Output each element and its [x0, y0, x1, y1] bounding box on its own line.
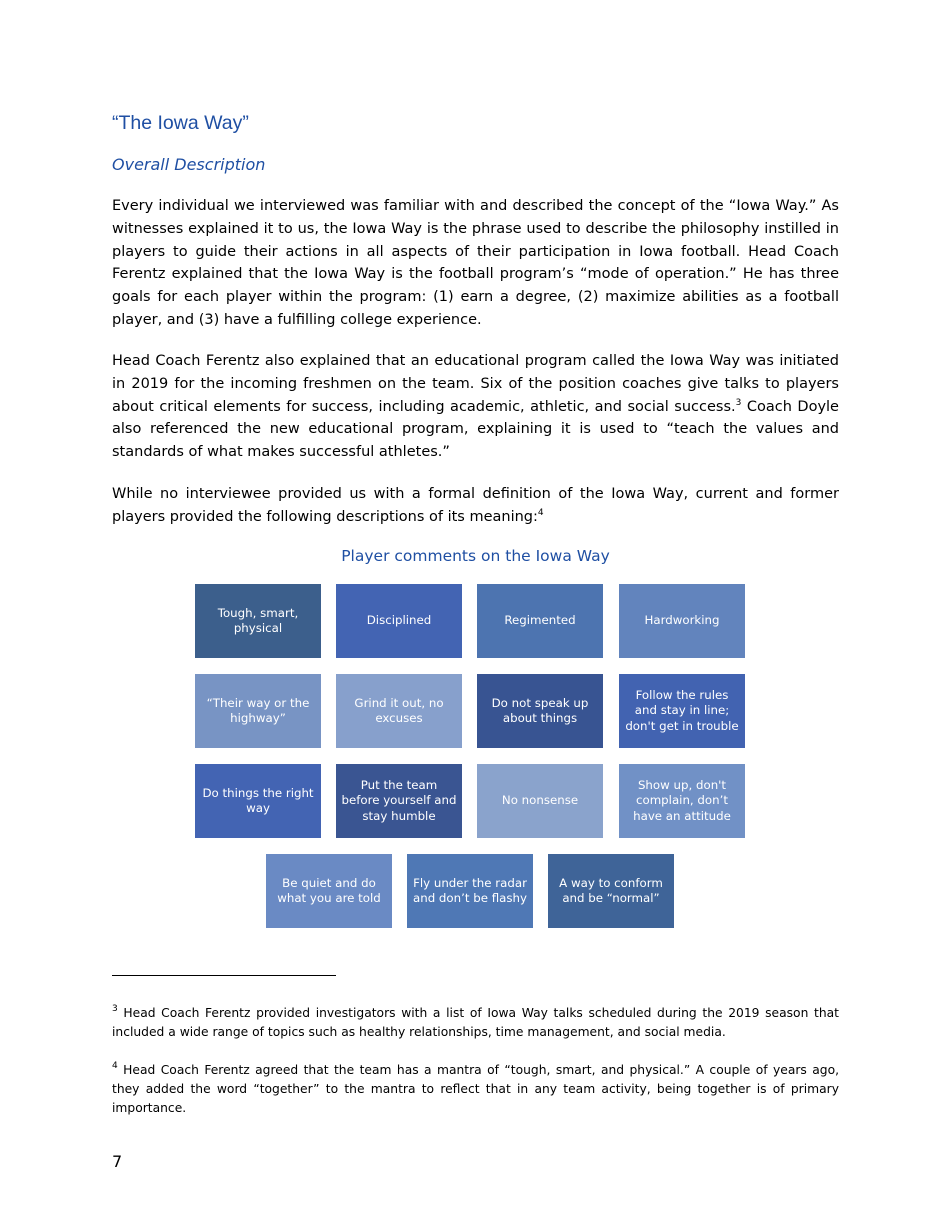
paragraph-1-text: Every individual we interviewed was familiar with and described the concept of the “Iowa Way.” As witnesses explained it to us, the Iowa Way is the phrase used to describe the philosophy instilled in players to guide their actions in all aspects of their participation in Iowa football. Head Coach Ferentz explained that the Iowa Way is the football program’s “mode of operation.” He has three goals for each player within the program: (1) earn a degree, (2) maximize abilities as a football player, and (3) have a fulfilling college experience. [112, 198, 839, 328]
comment-tile-label: No nonsense [501, 793, 579, 808]
footnote-text: Head Coach Ferentz provided investigators with a list of Iowa Way talks scheduled during the 2019 season that included a wide range of topics such as healthy relationships, time management, and social media. [112, 1006, 839, 1039]
comment-tile-label: Regimented [504, 613, 576, 628]
comment-tile-label: A way to conform and be “normal” [559, 875, 663, 905]
footnote-number: 4 [112, 1061, 118, 1071]
comment-tile [619, 674, 745, 748]
comment-tile [619, 584, 745, 658]
comment-tile-label: Do things the right way [202, 785, 314, 815]
paragraph-3 [112, 483, 839, 529]
comment-tile [548, 854, 674, 928]
footnote-3 [112, 1004, 839, 1042]
comment-tile [477, 764, 603, 838]
footnote-4 [112, 1061, 839, 1118]
comment-tile [195, 764, 321, 838]
comment-tile [336, 584, 462, 658]
comment-tile-label: Fly under the radar and don’t be flashy [412, 875, 527, 905]
footnote-ref-4[interactable]: 4 [537, 507, 544, 518]
comment-tile [619, 764, 745, 838]
paragraph-2-text-b: Coach Doyle also referenced the new educational program, explaining it is used to “teach the values and standards of what makes successful athletes.” [112, 398, 839, 461]
paragraph-2-text-a: Head Coach Ferentz also explained that an educational program called the Iowa Way was initiated in 2019 for the incoming freshmen on the team. Six of the position coaches give talks to players about critical elements for success, including academic, athletic, and social success. [112, 353, 839, 415]
subsection-title: Overall Description [112, 155, 266, 174]
page-number: 7 [112, 1152, 123, 1171]
comment-tile [336, 674, 462, 748]
footnote-number: 3 [112, 1004, 118, 1014]
comment-tile-label: Follow the rules and stay in line; don't get in trouble [625, 687, 739, 733]
comment-tile-label: Put the team before yourself and stay humble [341, 777, 457, 823]
comment-tile [195, 584, 321, 658]
paragraph-3-text: While no interviewee provided us with a formal definition of the Iowa Way, current and former players provided the following descriptions of its meaning: [112, 486, 839, 525]
comment-tile [477, 584, 603, 658]
diagram-title: Player comments on the Iowa Way [341, 547, 610, 565]
comment-tile [407, 854, 533, 928]
comment-tile-label: Disciplined [366, 613, 432, 628]
comment-tile-label: Grind it out, no excuses [354, 695, 444, 725]
comment-tile [477, 674, 603, 748]
comment-tile-label: Tough, smart, physical [217, 605, 299, 635]
comment-tile-label: Be quiet and do what you are told [277, 875, 381, 905]
footnote-ref-3[interactable]: 3 [735, 397, 742, 408]
paragraph-1 [112, 195, 839, 332]
comment-tile [195, 674, 321, 748]
paragraph-2 [112, 350, 839, 464]
comment-tile-label: Hardworking [644, 613, 720, 628]
section-title: “The Iowa Way” [112, 112, 249, 134]
comment-tile-label: “Their way or the highway” [206, 695, 310, 725]
comment-tile [336, 764, 462, 838]
footnote-divider [112, 975, 336, 976]
comment-tile-label: Do not speak up about things [491, 695, 589, 725]
footnote-text: Head Coach Ferentz agreed that the team has a mantra of “tough, smart, and physical.” A couple of years ago, they added the word “together” to the mantra to reflect that in any team activity, being together is of primary importance. [112, 1063, 839, 1115]
comment-tile-label: Show up, don't complain, don’t have an attitude [633, 777, 731, 823]
comment-tile [266, 854, 392, 928]
